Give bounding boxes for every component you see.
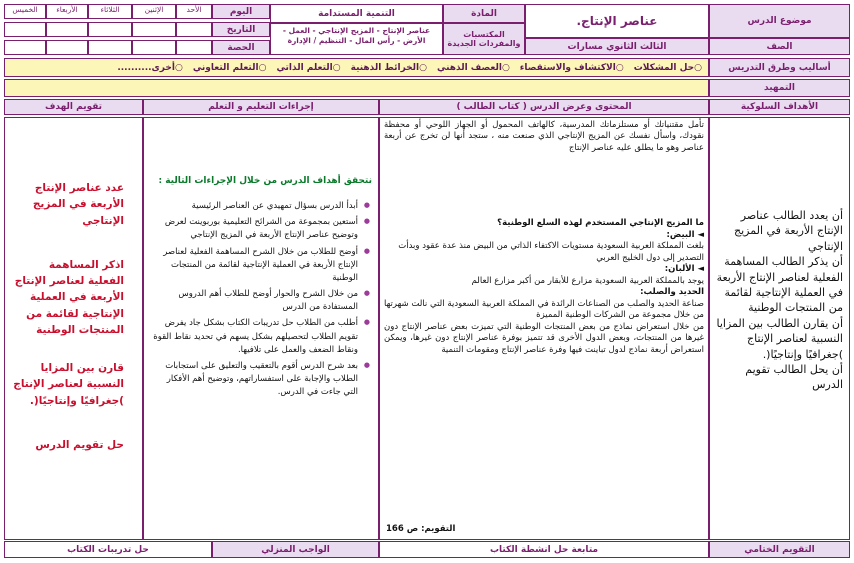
evaluation-header: تقويم الهدف: [4, 99, 143, 115]
procedure-item: ● أطلب من الطلاب حل تدريبات الكتاب بشكل جاد يفرض تقويم الطلاب لتحصيلهم بشكل يسهم في تحديد نقاط القوة ونقاط الضعف والعمل على تلافيها.: [150, 317, 358, 357]
objectives-column: [709, 117, 850, 540]
vocabulary-value: عناصر الإنتاج - المزيج الإنتاجي - العمل - الأرض - رأس المال - التنظيم / الإدارة: [270, 23, 443, 55]
method-item[interactable]: ○العصف الذهني: [436, 62, 510, 73]
evaluation-item: قارن بين المزايا النسبية لعناصر الإنتاج )جغرافيًا وإنتاجيًا(.: [13, 362, 124, 407]
subject-value: التنمية المستدامة: [270, 4, 443, 23]
content-steel-body: صناعة الحديد والصلب من الصناعات الرائدة في المملكة العربية السعودية التي نالت شهرتها من خلال مجموعة من الشركات الوطنية المميزة: [384, 298, 704, 321]
homework-label: الواجب المنزلي: [212, 541, 379, 558]
objective-item: أن يذكر الطالب المساهمة الفعلية لعناصر الإنتاج الأربعة في العملية الإنتاجية لقائمة من المنتجات الوطنية: [716, 255, 843, 315]
procedures-column: [143, 117, 379, 540]
procedures-header: إجراءات التعليم و التعلم: [143, 99, 379, 115]
method-item[interactable]: ○الخرائط الذهنية: [350, 62, 427, 73]
procedure-item: ● من خلال الشرح والحوار أوضح للطلاب أهم الدروس المستفادة من الدرس: [150, 288, 358, 314]
grade-label: الصف: [709, 38, 850, 55]
method-item[interactable]: ○حل المشكلات: [633, 62, 702, 73]
procedures-title: نتحقق أهداف الدرس من خلال الإجراءات التالية :: [158, 176, 372, 186]
content-intro: تأمل مقتنياتك أو مستلزماتك المدرسية، كالهاتف المحمول أو الجهاز اللوحي أو محفظة نقودك، واسأل نفسك عن المزيج الإنتاجي الذي صنعت منه ، ستجد أنها لن تخرج عن أربعة عناصر وهو ما يطلق عليه عناصر الإنتاج: [384, 120, 704, 153]
intro-label: التمهيد: [709, 79, 850, 97]
intro-field[interactable]: [4, 79, 709, 97]
content-dairy-title: ◄ البيض:: [666, 229, 704, 240]
date-cell[interactable]: [176, 22, 212, 37]
day-thursday: الخميس: [4, 4, 46, 19]
content-milk-title: ◄ الألبان:: [664, 264, 704, 275]
objective-item: أن يحل الطالب تقويم الدرس: [745, 362, 843, 392]
content-compare-body: من خلال استعراض نماذج من بعض المنتجات الوطنية التي تميزت بعض عناصر الإنتاج دون غيرها من المنتجات، وبعض الدول الأخرى قد تتميز بوفرة عناصر الإنتاج دون غيرها، ويمكن استعراض أربعة نماذج لدول تباينت فيها وفرة عناصر الإنتاج ومقومات التنمية: [384, 321, 704, 355]
grade-value: الثالث الثانوي مسارات: [525, 38, 709, 55]
content-question: ما المزيج الإنتاجي المستخدم لهذه السلع الوطنية؟: [497, 218, 704, 229]
final-evaluation-label: التقويم الختامي: [709, 541, 850, 558]
content-header: المحتوى وعرض الدرس ( كتاب الطالب ): [379, 99, 709, 115]
period-label: الحصة: [212, 40, 270, 55]
day-label: اليوم: [212, 4, 270, 19]
procedure-item: ● أستعين بمجموعة من الشرائح التعليمية بوربوينت لعرض وتوضيح عناصر الإنتاج الأربعة في المزيج الإنتاجي: [150, 216, 358, 242]
subject-label: المادة: [443, 4, 525, 23]
date-cell[interactable]: [4, 22, 46, 37]
objective-item: أن يقارن الطالب بين المزايا النسبية لعناصر الإنتاج )جغرافيًا وإنتاجيًا(.: [716, 316, 843, 361]
evaluation-item: اذكر المساهمة الفعلية لعناصر الإنتاج الأربعة في العملية الإنتاجية لقائمة من المنتجات الوطنية: [14, 258, 124, 336]
procedures-list: [148, 200, 372, 399]
day-tuesday: الثلاثاء: [88, 4, 132, 19]
date-cell[interactable]: [88, 22, 132, 37]
evaluation-item: عدد عناصر الإنتاج الأربعة في المزيج الإنتاجي: [32, 182, 124, 227]
period-cell[interactable]: [46, 40, 88, 55]
method-item[interactable]: ○التعلم الذاتي: [276, 62, 341, 73]
content-dates-body: يوجد بالمملكة العربية السعودية مزارع للأبقار من أكبر مزارع العالم: [471, 275, 704, 286]
acquisitions-label: المكتسبات والمفردات الجديدة: [443, 23, 525, 55]
lesson-topic-value: عناصر الإنتاج.: [525, 4, 709, 38]
period-cell[interactable]: [176, 40, 212, 55]
book-activities-value: متابعة حل انشطة الكتاب: [379, 541, 709, 558]
procedure-item: ● بعد شرح الدرس أقوم بالتعقيب والتعليق على استجابات الطلاب والإجابة على استفساراتهم، وتوضيح أهم الأفكار التي جاءت في الدرس.: [150, 360, 358, 400]
day-sunday: الأحد: [176, 4, 212, 19]
date-cell[interactable]: [132, 22, 176, 37]
day-wednesday: الأربعاء: [46, 4, 88, 19]
objectives-header: الأهداف السلوكية: [709, 99, 850, 115]
lesson-topic-label: موضوع الدرس: [709, 4, 850, 38]
content-column: [379, 117, 709, 540]
date-cell[interactable]: [46, 22, 88, 37]
objective-item: أن يعدد الطالب عناصر الإنتاج الأربعة في المزيج الإنتاجي: [734, 209, 843, 253]
evaluation-column: [4, 117, 143, 540]
procedure-item: ● أوضح للطلاب من خلال الشرح المساهمة الفعلية لعناصر الإنتاج الأربعة في العملية الإنتاجية لقائمة من المنتجات الوطنية: [150, 246, 358, 286]
method-item[interactable]: ○الاكتشاف والاستقصاء: [519, 62, 624, 73]
content-dairy-body: بلغت المملكة العربية السعودية مستويات الاكتفاء الذاتي من البيض منذ عدة عقود وبدأت التصدير إلى دول الخليج العربي: [398, 241, 704, 263]
homework-value: حل تدريبات الكتاب: [4, 541, 212, 558]
methods-label: أساليب وطرق التدريس: [709, 58, 850, 77]
method-item[interactable]: ○التعلم التعاوني: [192, 62, 267, 73]
day-monday: الإثنين: [132, 4, 176, 19]
period-cell[interactable]: [88, 40, 132, 55]
procedure-item: ● أبدأ الدرس بسؤال تمهيدي عن العناصر الرئيسية: [150, 200, 358, 213]
date-label: التاريخ: [212, 22, 270, 37]
evaluation-item: حل تقويم الدرس: [35, 438, 124, 451]
content-evaluation-note: التقويم: ص 166: [386, 523, 456, 534]
method-item[interactable]: ○أخرى..........: [117, 62, 183, 73]
content-steel-title: الحديد والصلب:: [640, 287, 704, 298]
methods-list: [4, 58, 709, 77]
period-cell[interactable]: [132, 40, 176, 55]
period-cell[interactable]: [4, 40, 46, 55]
